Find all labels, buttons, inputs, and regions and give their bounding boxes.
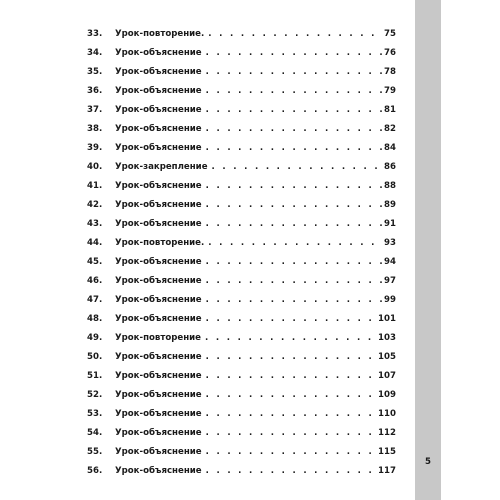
toc-dot-leader bbox=[206, 386, 376, 405]
toc-entry-title: Урок-объяснение bbox=[115, 276, 202, 286]
toc-entry-title: Урок-объяснение bbox=[115, 390, 202, 400]
toc-entry bbox=[87, 196, 396, 215]
toc-entry bbox=[87, 367, 396, 386]
toc-dot-leader bbox=[205, 329, 376, 348]
toc-entry-page: 93 bbox=[384, 238, 396, 248]
toc-entry-number: 39. bbox=[87, 143, 103, 153]
toc-dot-leader bbox=[212, 158, 382, 177]
toc-entry bbox=[87, 443, 396, 462]
toc-entry-number: 42. bbox=[87, 200, 103, 210]
toc-entry-number: 54. bbox=[87, 428, 103, 438]
toc-dot-leader bbox=[206, 348, 376, 367]
toc-entry bbox=[87, 44, 396, 63]
toc-dot-leader bbox=[208, 25, 382, 44]
toc-dot-leader bbox=[206, 367, 376, 386]
toc-dot-leader bbox=[206, 120, 382, 139]
toc-entry-page: 76 bbox=[384, 48, 396, 58]
toc-entry-title: Урок-объяснение bbox=[115, 447, 202, 457]
toc-entry-title: Урок-объяснение bbox=[115, 409, 202, 419]
toc-entry bbox=[87, 158, 396, 177]
toc-entry-title: Урок-закрепление bbox=[115, 162, 208, 172]
toc-entry-title: Урок-объяснение bbox=[115, 86, 202, 96]
toc-entry-number: 38. bbox=[87, 124, 103, 134]
toc-entry bbox=[87, 177, 396, 196]
toc-entry-page: 112 bbox=[378, 428, 396, 438]
toc-entry-title: Урок-повторение. bbox=[115, 29, 205, 39]
toc-entry-number: 50. bbox=[87, 352, 103, 362]
toc-entry-page: 75 bbox=[384, 29, 396, 39]
toc-entry-title: Урок-объяснение bbox=[115, 124, 202, 134]
toc-entry bbox=[87, 25, 396, 44]
toc-entry-page: 88 bbox=[384, 181, 396, 191]
toc-entry bbox=[87, 272, 396, 291]
toc-entry bbox=[87, 234, 396, 253]
toc-entry bbox=[87, 215, 396, 234]
toc-entry bbox=[87, 348, 396, 367]
toc-entry-page: 103 bbox=[378, 333, 396, 343]
toc-entry-number: 41. bbox=[87, 181, 103, 191]
toc-entry bbox=[87, 462, 396, 481]
toc-entry-number: 46. bbox=[87, 276, 103, 286]
toc-entry-title: Урок-объяснение bbox=[115, 371, 202, 381]
toc-entry-page: 84 bbox=[384, 143, 396, 153]
toc-entry-page: 110 bbox=[378, 409, 396, 419]
toc-dot-leader bbox=[206, 44, 382, 63]
toc-entry-number: 35. bbox=[87, 67, 103, 77]
toc-entry-number: 34. bbox=[87, 48, 103, 58]
toc-dot-leader bbox=[206, 272, 382, 291]
toc-dot-leader bbox=[206, 196, 382, 215]
toc-entry-page: 79 bbox=[384, 86, 396, 96]
toc-entry-page: 97 bbox=[384, 276, 396, 286]
toc-dot-leader bbox=[206, 310, 376, 329]
toc-entry-page: 109 bbox=[378, 390, 396, 400]
toc-entry-number: 43. bbox=[87, 219, 103, 229]
toc-entry-title: Урок-объяснение bbox=[115, 257, 202, 267]
toc-entry-number: 49. bbox=[87, 333, 103, 343]
toc-entry-title: Урок-объяснение bbox=[115, 352, 202, 362]
toc-entry-title: Урок-объяснение bbox=[115, 181, 202, 191]
toc-entry-number: 53. bbox=[87, 409, 103, 419]
toc-entry bbox=[87, 291, 396, 310]
toc-entry-number: 40. bbox=[87, 162, 103, 172]
toc-entry bbox=[87, 120, 396, 139]
toc-entry-title: Урок-объяснение bbox=[115, 48, 202, 58]
toc-entry-title: Урок-объяснение bbox=[115, 200, 202, 210]
toc-entry-number: 37. bbox=[87, 105, 103, 115]
table-of-contents bbox=[87, 25, 396, 481]
toc-entry-number: 36. bbox=[87, 86, 103, 96]
toc-entry bbox=[87, 82, 396, 101]
toc-dot-leader bbox=[206, 291, 382, 310]
toc-entry-number: 33. bbox=[87, 29, 103, 39]
toc-entry-page: 91 bbox=[384, 219, 396, 229]
toc-dot-leader bbox=[206, 82, 382, 101]
toc-entry-page: 99 bbox=[384, 295, 396, 305]
toc-dot-leader bbox=[206, 424, 376, 443]
toc-dot-leader bbox=[206, 405, 376, 424]
toc-entry bbox=[87, 310, 396, 329]
toc-entry-page: 101 bbox=[378, 314, 396, 324]
toc-entry-number: 51. bbox=[87, 371, 103, 381]
toc-entry-title: Урок-объяснение bbox=[115, 105, 202, 115]
toc-entry-page: 78 bbox=[384, 67, 396, 77]
toc-entry-title: Урок-объяснение bbox=[115, 428, 202, 438]
toc-entry-page: 82 bbox=[384, 124, 396, 134]
toc-dot-leader bbox=[206, 215, 382, 234]
toc-entry-title: Урок-объяснение bbox=[115, 67, 202, 77]
toc-entry-number: 56. bbox=[87, 466, 103, 476]
page-edge-band bbox=[415, 0, 441, 500]
toc-entry bbox=[87, 101, 396, 120]
toc-entry-number: 47. bbox=[87, 295, 103, 305]
toc-entry-title: Урок-повторение bbox=[115, 333, 202, 343]
toc-dot-leader bbox=[206, 253, 382, 272]
toc-entry-page: 115 bbox=[378, 447, 396, 457]
toc-dot-leader bbox=[206, 101, 382, 120]
toc-dot-leader bbox=[206, 462, 376, 481]
toc-entry-page: 81 bbox=[384, 105, 396, 115]
toc-entry-number: 48. bbox=[87, 314, 103, 324]
toc-entry-page: 86 bbox=[384, 162, 396, 172]
toc-dot-leader bbox=[206, 63, 382, 82]
toc-dot-leader bbox=[206, 139, 382, 158]
toc-entry bbox=[87, 329, 396, 348]
toc-dot-leader bbox=[206, 177, 382, 196]
toc-entry-title: Урок-объяснение bbox=[115, 143, 202, 153]
toc-entry bbox=[87, 405, 396, 424]
toc-entry-page: 94 bbox=[384, 257, 396, 267]
toc-entry bbox=[87, 424, 396, 443]
toc-entry-number: 44. bbox=[87, 238, 103, 248]
toc-entry-number: 45. bbox=[87, 257, 103, 267]
toc-entry-title: Урок-объяснение bbox=[115, 466, 202, 476]
toc-entry-page: 89 bbox=[384, 200, 396, 210]
toc-entry-number: 52. bbox=[87, 390, 103, 400]
toc-entry-title: Урок-повторение. bbox=[115, 238, 205, 248]
toc-entry-page: 117 bbox=[378, 466, 396, 476]
toc-entry-page: 107 bbox=[378, 371, 396, 381]
toc-entry-number: 55. bbox=[87, 447, 103, 457]
toc-entry-title: Урок-объяснение bbox=[115, 314, 202, 324]
toc-entry bbox=[87, 386, 396, 405]
toc-entry-page: 105 bbox=[378, 352, 396, 362]
page-number: 5 bbox=[425, 457, 431, 467]
toc-dot-leader bbox=[206, 443, 376, 462]
toc-entry-title: Урок-объяснение bbox=[115, 295, 202, 305]
toc-entry-title: Урок-объяснение bbox=[115, 219, 202, 229]
toc-entry bbox=[87, 139, 396, 158]
toc-dot-leader bbox=[208, 234, 382, 253]
toc-entry bbox=[87, 63, 396, 82]
toc-entry bbox=[87, 253, 396, 272]
